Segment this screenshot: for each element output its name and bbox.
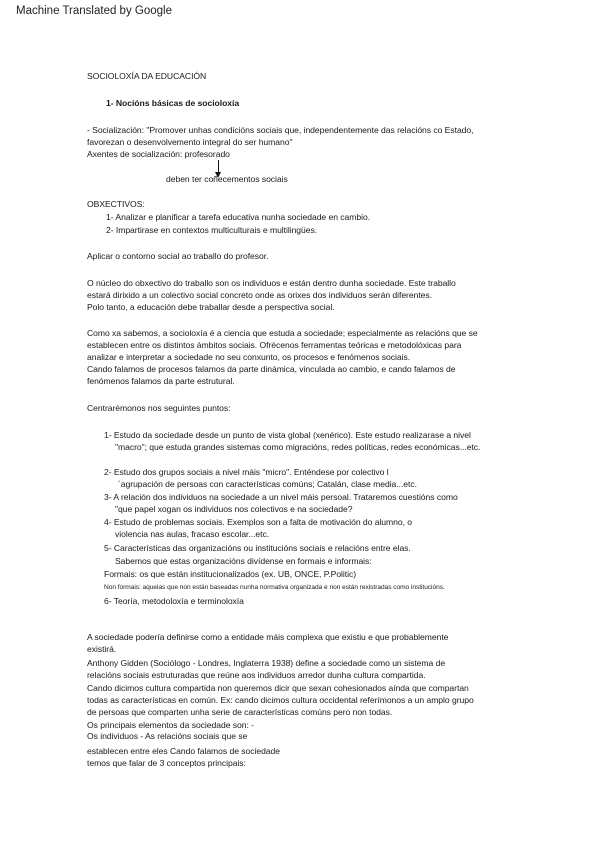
gidden-line-1: Anthony Gidden (Sociólogo - Londres, Inglaterra 1938) define a sociedade como un sistema de: [87, 658, 446, 668]
sociology-line-4: Cando falamos de procesos falamos da parte dinámica, vinculada ao cambio, e cando falamos de: [87, 364, 456, 374]
gidden-line-4: todas as características en común. Ex: cando dicimos cultura occidental referímonos a un amplo grupo: [87, 695, 474, 705]
gidden-line-2: relacións sociais estruturadas que reúne aos individuos arredor dunha cultura compartida.: [87, 670, 426, 680]
document-title: SOCIOLOXÍA DA EDUCACIÓN: [87, 71, 207, 81]
informal-orgs-line: Non formais: aquelas que non están baseadas nunha normativa organizada e non están rexistradas como institucións.: [104, 584, 445, 591]
nucleus-line-3: Polo tanto, a educación debe traballar desde a perspectiva social.: [87, 302, 335, 312]
sociology-line-5: fenómenos falamos da parte estrutural.: [87, 376, 235, 386]
points-intro: Centrarémonos nos seguintes puntos:: [87, 403, 231, 413]
objective-2: 2- Impartirase en contextos multiculturais e multilingües.: [106, 225, 318, 235]
socialization-line-2: favorezan o desenvolvemento integral do ser humano": [87, 137, 293, 147]
sociology-line-1: Como xa sabemos, a socioloxía é a ciencia que estuda a sociedade; especialmente as relacións que se: [87, 328, 478, 338]
concepts-line: temos que falar de 3 conceptos principais:: [87, 758, 246, 768]
point-6-line: 6- Teoría, metodoloxía e terminoloxía: [104, 596, 244, 606]
sociology-line-2: establecen entre os distintos ámbitos sociais. Ofrécenos ferramentas teóricas e metodolóxicas para: [87, 340, 462, 350]
objectives-heading: OBXECTIVOS:: [87, 199, 145, 209]
knowledge-line: deben ter coñecementos sociais: [166, 174, 288, 184]
machine-translation-banner: Machine Translated by Google: [16, 5, 172, 17]
apply-line: Aplicar o contorno social ao traballo do profesor.: [87, 251, 269, 261]
point-3-line-1: 3- A relación dos individuos na sociedade a un nivel máis persoal. Trataremos cuestións como: [104, 492, 458, 502]
establish-line: establecen entre eles Cando falamos de sociedade: [87, 746, 280, 756]
socialization-line-1: - Socialización: "Promover unhas condicións sociais que, independentemente das relacións co Estado,: [87, 125, 474, 135]
point-2-line-2: ´agrupación de persoas con características comúns; Catalán, clase media...etc.: [118, 479, 417, 489]
point-5-line-2: Sabemos que estas organizacións divídense en formais e informais:: [115, 556, 372, 566]
elements-line: Os principais elementos da sociedade son: -: [87, 720, 254, 730]
gidden-line-3: Cando dicimos cultura compartida non queremos dicir que sexan cohesionados aínda que compartan: [87, 683, 469, 693]
point-3-line-2: "que papel xogan os individuos nos colectivos e na sociedade?: [115, 504, 353, 514]
agents-line: Axentes de socialización: profesorado: [87, 149, 230, 159]
point-5-line-1: 5- Características das organizacións ou institucións sociais e relacións entre elas.: [104, 543, 411, 553]
formal-orgs-line: Formais: os que están institucionalizados (ex. UB, ONCE, P.Politic): [104, 569, 357, 579]
individuals-line: Os individuos - As relacións sociais que se: [87, 731, 248, 741]
point-1-line-2: "macro"; que estuda grandes sistemas como migracións, redes políticas, redes económicas...etc.: [115, 442, 481, 452]
point-2-line-1: 2- Estudo dos grupos sociais a nivel máis "micro". Enténdese por colectivo l: [104, 467, 389, 477]
point-1-line-1: 1- Estudo da sociedade desde un punto de vista global (xenérico). Este estudo realizarase a nivel: [104, 430, 471, 440]
objective-1: 1- Analizar e planificar a tarefa educativa nunha sociedade en cambio.: [106, 212, 371, 222]
society-def-line-1: A sociedade podería definirse como a entidade máis complexa que existiu e que probablemente: [87, 632, 449, 642]
sociology-line-3: analizar e interpretar a sociedade no seu conxunto, os procesos e fenómenos sociais.: [87, 352, 411, 362]
nucleus-line-2: estará dirixido a un colectivo social concreto onde as orixes dos individuos serán diferentes.: [87, 290, 432, 300]
gidden-line-5: de persoas que comparten unha serie de características comúns pero non todas.: [87, 707, 393, 717]
point-4-line-2: violencia nas aulas, fracaso escolar...etc.: [115, 529, 270, 539]
society-def-line-2: existirá.: [87, 644, 117, 654]
point-4-line-1: 4- Estudo de problemas sociais. Exemplos son a falta de motivación do alumno, o: [104, 517, 412, 527]
nucleus-line-1: O núcleo do obxectivo do traballo son os individuos e están dentro dunha sociedade. Este traballo: [87, 278, 456, 288]
section-heading: 1- Nocións básicas de socioloxía: [106, 98, 240, 108]
